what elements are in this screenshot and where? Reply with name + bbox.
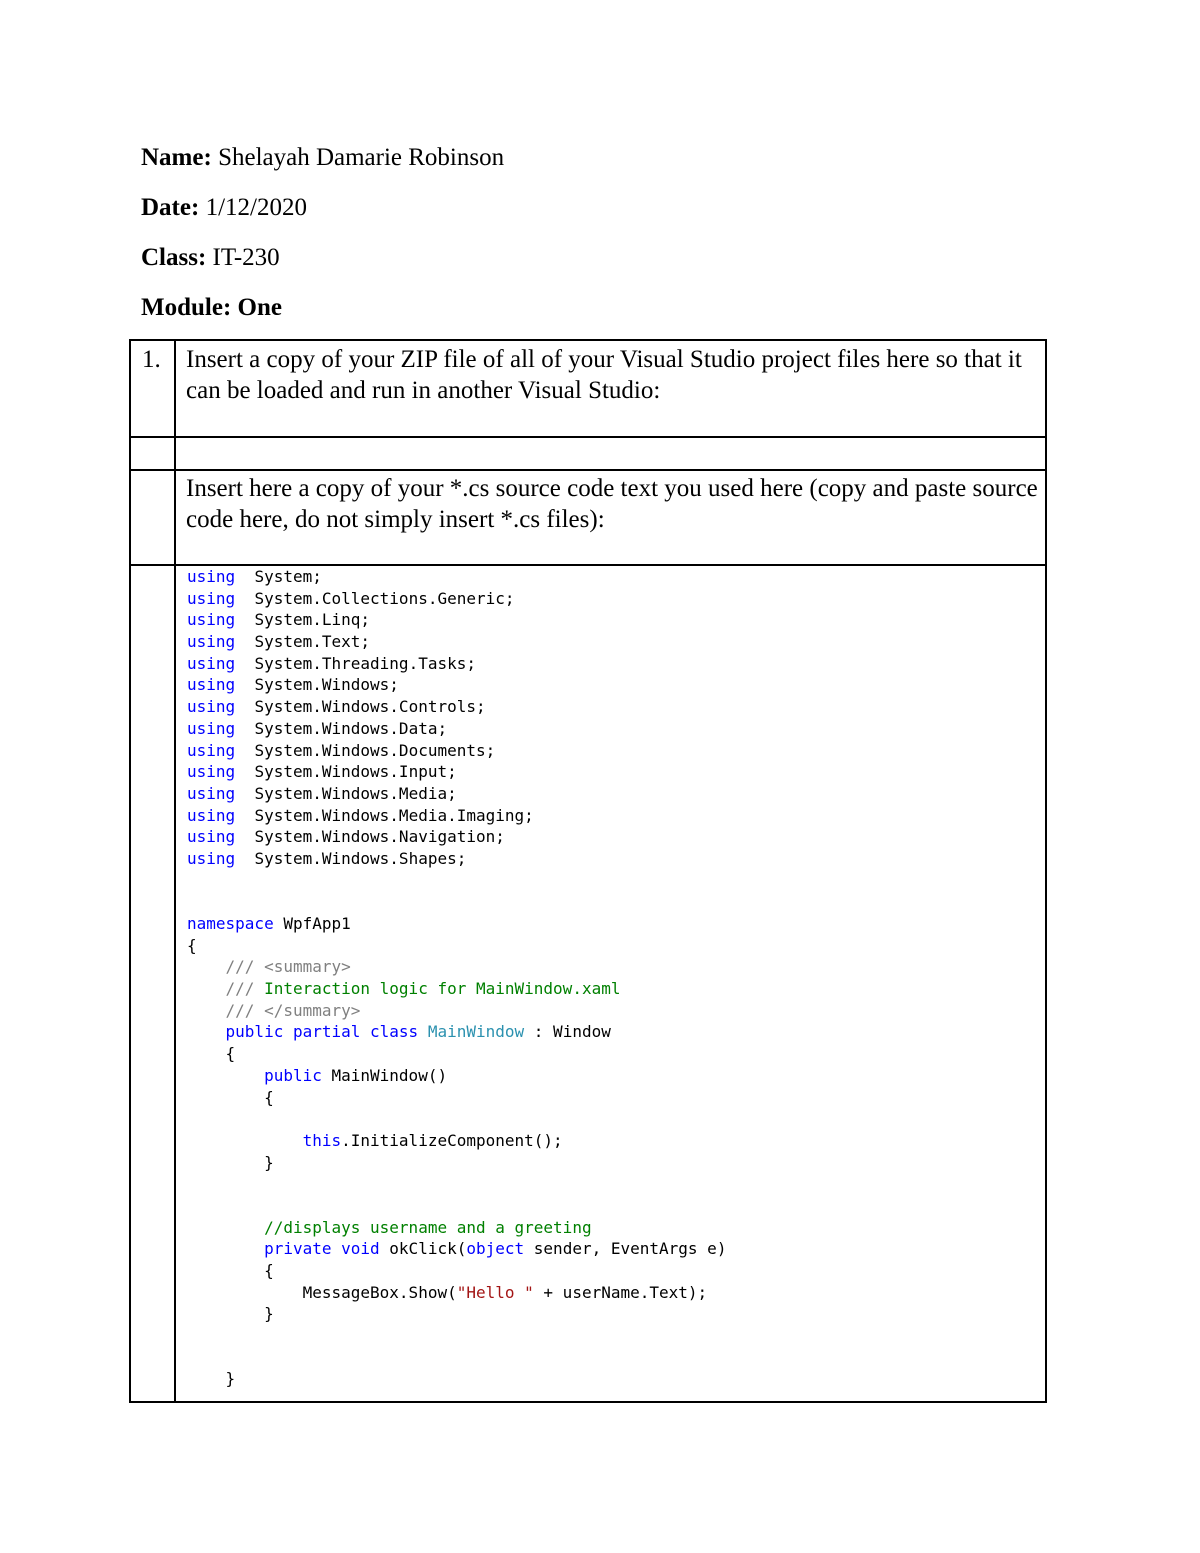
code-token: System.Windows.Media.Imaging; bbox=[235, 805, 534, 825]
code-token: WpfApp1 bbox=[273, 914, 351, 933]
code-line bbox=[187, 761, 726, 783]
code-token: } bbox=[187, 1304, 274, 1324]
code-line bbox=[187, 588, 726, 610]
code-token: } bbox=[187, 1369, 236, 1389]
code-line bbox=[187, 1325, 726, 1347]
code-line bbox=[187, 1173, 726, 1195]
code-line bbox=[187, 913, 726, 935]
code-line bbox=[187, 1043, 726, 1065]
assignment-table bbox=[129, 339, 1047, 1403]
item-number: 1. bbox=[142, 346, 161, 373]
code-line bbox=[187, 1065, 726, 1087]
code-token: System.Windows.Shapes; bbox=[235, 848, 467, 868]
code-token: System.Windows.Data; bbox=[235, 718, 448, 738]
code-token: System.Windows.Controls; bbox=[235, 697, 486, 717]
code-line bbox=[187, 1303, 726, 1325]
code-token: System.Linq; bbox=[235, 610, 371, 630]
code-line bbox=[187, 1130, 726, 1152]
code-token: MainWindow() bbox=[321, 1065, 448, 1085]
code-token: using bbox=[187, 588, 236, 608]
code-token: { bbox=[187, 1261, 274, 1280]
code-token: using bbox=[187, 697, 236, 717]
code-line bbox=[187, 674, 726, 696]
code-token: //displays username and a greeting bbox=[264, 1217, 592, 1237]
code-line bbox=[187, 696, 726, 718]
code-token: using bbox=[187, 675, 236, 695]
column-divider bbox=[174, 341, 176, 1401]
code-token: System.Threading.Tasks; bbox=[235, 653, 476, 673]
code-line bbox=[187, 1368, 726, 1390]
class-line bbox=[141, 240, 504, 290]
code-token: MessageBox.Show( bbox=[187, 1282, 457, 1302]
module-label: Module: bbox=[141, 294, 232, 321]
code-token bbox=[187, 1218, 264, 1237]
code-token: using bbox=[187, 567, 236, 586]
module-value: One bbox=[231, 294, 282, 321]
code-token bbox=[187, 957, 226, 976]
code-token: { bbox=[187, 1087, 274, 1107]
code-token: using bbox=[187, 653, 236, 673]
code-line bbox=[187, 740, 726, 762]
code-token: } bbox=[187, 1152, 274, 1172]
name-label: Name: bbox=[141, 144, 212, 171]
code-token: using bbox=[187, 740, 236, 760]
code-token bbox=[187, 979, 226, 998]
code-line bbox=[187, 805, 726, 827]
code-token: sender, EventArgs e) bbox=[524, 1239, 727, 1259]
code-line bbox=[187, 1152, 726, 1174]
date-label: Date: bbox=[141, 194, 200, 221]
code-line bbox=[187, 956, 726, 978]
code-token: : Window bbox=[524, 1022, 611, 1042]
code-token: using bbox=[187, 610, 236, 630]
code-token: using bbox=[187, 762, 236, 782]
code-line bbox=[187, 609, 726, 631]
code-token: MainWindow bbox=[427, 1022, 525, 1042]
code-token: System.Windows; bbox=[235, 675, 399, 695]
code-token: System.Collections.Generic; bbox=[235, 588, 515, 608]
code-token: System.Text; bbox=[235, 632, 371, 652]
code-token bbox=[187, 1239, 264, 1258]
code-token: this bbox=[302, 1130, 342, 1150]
code-line bbox=[187, 935, 726, 957]
code-token: { bbox=[187, 1044, 236, 1064]
code-line bbox=[187, 1217, 726, 1239]
code-token: /// </summary> bbox=[225, 1000, 361, 1020]
code-token: /// bbox=[225, 979, 265, 999]
code-token: Interaction logic for MainWindow.xaml bbox=[264, 979, 621, 999]
code-token: + userName.Text); bbox=[533, 1282, 708, 1302]
code-line bbox=[187, 891, 726, 913]
code-line bbox=[187, 1195, 726, 1217]
code-line bbox=[187, 631, 726, 653]
row-divider bbox=[131, 436, 1045, 438]
code-line bbox=[187, 1021, 726, 1043]
code-token: { bbox=[187, 935, 197, 955]
module-line bbox=[141, 290, 504, 340]
code-token: okClick( bbox=[379, 1239, 467, 1259]
code-token: System.Windows.Media; bbox=[235, 783, 457, 803]
code-line bbox=[187, 978, 726, 1000]
code-line bbox=[187, 718, 726, 740]
code-token: using bbox=[187, 827, 236, 847]
code-line bbox=[187, 653, 726, 675]
code-line bbox=[187, 783, 726, 805]
code-token: "Hello " bbox=[456, 1282, 534, 1302]
code-token: public partial class bbox=[225, 1022, 419, 1042]
code-token: using bbox=[187, 848, 236, 868]
code-token: .InitializeComponent(); bbox=[341, 1130, 563, 1150]
code-line bbox=[187, 1000, 726, 1022]
code-token: namespace bbox=[187, 914, 274, 933]
class-value: IT-230 bbox=[206, 244, 280, 271]
code-token: public bbox=[264, 1065, 322, 1085]
code-line bbox=[187, 1282, 726, 1304]
code-token: using bbox=[187, 632, 236, 652]
code-token: System.Windows.Input; bbox=[235, 762, 457, 782]
code-token: private void bbox=[264, 1239, 380, 1259]
zip-instruction-text: Insert a copy of your ZIP file of all of your Visual Studio project files here so that it can be loaded and run in another Visual Studio: bbox=[186, 346, 1022, 404]
class-label: Class: bbox=[141, 244, 207, 271]
code-line bbox=[187, 1347, 726, 1369]
code-token bbox=[418, 1022, 428, 1041]
code-line bbox=[187, 1087, 726, 1109]
name-value: Shelayah Damarie Robinson bbox=[211, 144, 505, 171]
name-line bbox=[141, 140, 504, 190]
code-token bbox=[187, 1022, 226, 1041]
code-token: using bbox=[187, 805, 236, 825]
source-instruction-text: Insert here a copy of your *.cs source code text you used here (copy and paste source code here, do not simply insert *.cs files): bbox=[186, 475, 1038, 533]
date-value: 1/12/2020 bbox=[199, 194, 307, 221]
code-token bbox=[187, 1131, 303, 1150]
code-line bbox=[187, 1260, 726, 1282]
code-token: using bbox=[187, 718, 236, 738]
document-header bbox=[141, 140, 504, 340]
code-line bbox=[187, 848, 726, 870]
code-token: object bbox=[466, 1239, 525, 1259]
code-token bbox=[187, 1066, 264, 1085]
code-line bbox=[187, 1238, 726, 1260]
code-token: using bbox=[187, 783, 236, 803]
code-line bbox=[187, 566, 726, 588]
row-divider bbox=[131, 469, 1045, 471]
code-token: System; bbox=[235, 567, 322, 586]
code-token: System.Windows.Documents; bbox=[235, 740, 496, 760]
date-line bbox=[141, 190, 504, 240]
source-code-block bbox=[187, 566, 726, 1390]
code-token bbox=[187, 1001, 226, 1020]
code-line bbox=[187, 826, 726, 848]
code-token: /// <summary> bbox=[225, 957, 351, 977]
code-line bbox=[187, 1108, 726, 1130]
code-line bbox=[187, 870, 726, 892]
code-token: System.Windows.Navigation; bbox=[235, 827, 505, 847]
